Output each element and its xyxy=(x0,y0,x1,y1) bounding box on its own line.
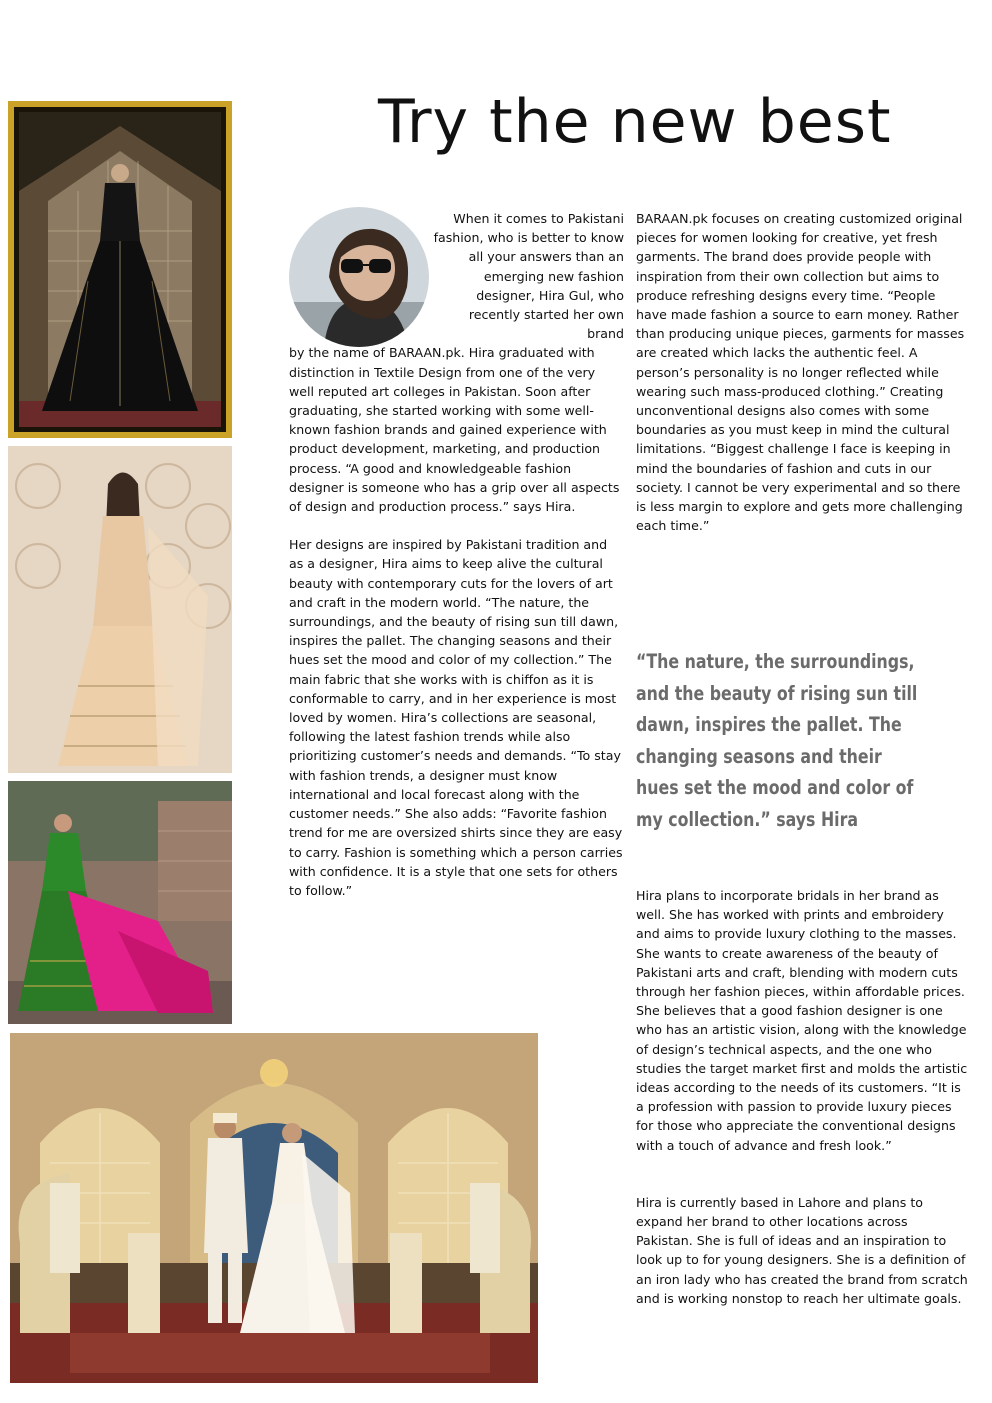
photo-peach-outfit xyxy=(8,446,232,773)
right-text-column xyxy=(636,209,968,535)
paragraph-brand-focus: BARAAN.pk focuses on creating customized original pieces for women looking for creative, yet fresh garments. The brand does provide people with inspiration from their own collection but aims to produce refreshing designs every time. “People have made fashion a source to earn money. Rather than producing unique pieces, garments for masses are created which lacks the authentic feel. A person’s personality is no longer reflected while wearing such mass-produced clothing.” Creating unconventional designs also comes with some boundaries as you must keep in mind the cultural limitations. “Biggest challenge I face is keeping in mind the boundaries of fashion and cuts in our society. I cannot be very experimental and so there is less margin to explore and gets more challenging each time.” xyxy=(636,211,965,534)
intro-paragraph: When it comes to Pakistani fashion, who is better to know all your answers than an emerging new fashion designer, Hira Gul, who recently started her own brand xyxy=(433,211,624,342)
photo-wedding-couple xyxy=(10,1033,538,1383)
article-title: Try the new best xyxy=(378,87,892,157)
right-text-column-lower xyxy=(636,886,968,1308)
paragraph-inspiration: Her designs are inspired by Pakistani tradition and as a designer, Hira aims to keep alive the cultural beauty with contemporary cuts for the lovers of art and craft in the modern world. “The nature, the surroundings, and the beauty of rising sun till dawn, inspires the pallet. The changing seasons and their hues set the mood and color of my collection.” The main fabric that she works with is chiffon as it is conformable to carry, and in her experience is most loved by women. Hira’s collections are seasonal, following the latest fashion trends while also prioritizing customer’s needs and demands. “To stay with fashion trends, a designer must know international and local forecast along with the customer needs.” She also adds: “Favorite fashion trend for me are oversized shirts since they are easy to carry. Fashion is something which a person carries with confidence. It is a style that one sets for others to follow.” xyxy=(289,537,623,898)
paragraph-background: by the name of BARAAN.pk. Hira graduated with distinction in Textile Design from one of the very well reputed art colleges in Pakistan. Soon after graduating, she started working with some well-known fashion brands and gained experience with product development, marketing, and production process. “A good and knowledgeable fashion designer is someone who has a grip over all aspects of design and production process.” says Hira. xyxy=(289,345,620,515)
paragraph-future-plans: Hira is currently based in Lahore and plans to expand her brand to other locations across Pakistan. She is full of ideas and an inspiration to look up to for young designers. She is a definition of an iron lady who has created the brand from scratch and is working nonstop to reach her ultimate goals. xyxy=(636,1194,968,1306)
left-text-column xyxy=(289,209,624,900)
photo-green-pink-outfit xyxy=(8,781,232,1024)
pull-quote: “The nature, the surroundings, and the beauty of rising sun till dawn, inspires the pallet. The changing seasons and their hues set the mood and color of my collection.” says Hira xyxy=(636,650,918,831)
photo-black-gown xyxy=(8,101,232,438)
paragraph-bridals: Hira plans to incorporate bridals in her brand as well. She has worked with prints and embroidery and aims to provide luxury clothing to the masses. She wants to create awareness of the beauty of Pakistani arts and craft, blending with modern cuts through her fashion pieces, within affordable prices. She believes that a good fashion designer is one who has an artistic vision, along with the knowledge of design’s technical aspects, and the one who studies the target market first and molds the artistic ideas according to the needs of its customers. “It is a profession with passion to provide luxury pieces for those who appreciate the conventional designs with a touch of advance and fresh look.” xyxy=(636,888,968,1153)
